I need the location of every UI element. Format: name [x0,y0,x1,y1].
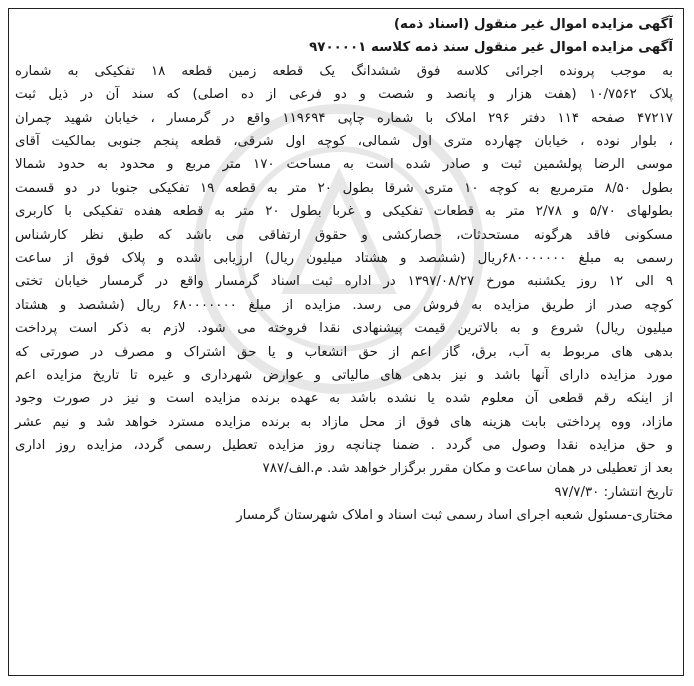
body-line: بدهی های مربوط به آب، برق، گاز اعم از حق انشعاب و یا حق اشتراک و مصرف در صورتی که [15,344,673,360]
body-line: بطول ۸/۵۰ مترمربع به کوچه ۱۰ متری شرقا بطول ۲۰ متر به قطعه ۱۹ تفکیکی جنوبا در دو قسمت [15,180,674,196]
notice-content [15,13,673,528]
body-line: مسکونی فاقد هرگونه مستحدثات، حصارکشی و حقوق ارتفاقی می باشد که طبق نظر کارشناس [15,227,673,243]
notice-frame [8,8,684,676]
notice-title-2: آگهی مزایده اموال غیر منقول سند ذمه کلاسه ۹۷۰۰۰۰۱ [309,40,673,56]
body-line: بعد از تعطیلی در همان ساعت و مکان مقرر برگزار خواهد شد. م.الف/۷۸۷ [262,461,673,477]
body-line: رسمی به مبلغ ۶۸۰۰۰۰۰۰۰ریال (ششصد و هشتاد میلیون ریال) ارزیابی شده و پلاک فوق از ساعت [15,250,673,266]
body-line: کوچه صدر از طریق مزایده به فروش می رسد. مزایده از مبلغ ۶۸۰۰۰۰۰۰۰ ریال (ششصد و هشتاد [15,297,673,313]
publish-date: تاریخ انتشار: ۹۷/۷/۳۰ [554,484,673,500]
body-line: ، بلوار نوده ، خیابان چهارده متری اول شمالی، کوچه اول شرقی، قطعه پنجم جنوبی بمالکیت آقای [15,133,673,149]
notice-title-1: آگهی مزایده اموال غیر منقول (اسناد ذمه) [393,17,673,32]
body-line: ۴۷۲۱۷ صفحه ۱۱۴ دفتر ۲۹۶ املاک با شماره چاپی ۱۱۹۶۹۴ واقع در گرمسار ، خیابان شهید چمران [15,110,673,126]
body-line: مازاد، ووه پرداختی بابت هزینه های فوق از محل مازاد به برنده مزایده مسترد خواهد شد و نیم عشر [15,414,673,430]
body-line: از اینکه رقم قطعی آن معلوم شده یا نشده باشد به عهده برنده مزایده است و نیز در صورت وجود [15,391,673,407]
body-line: و حق مزایده نقدا وصول می گردد . ضمنا چنانچه روز مزایده تعطیل رسمی گردد، مزایده روز اداری [15,438,673,454]
signature: مختاری-مسئول شعبه اجرای اساد رسمی ثبت اسناد و املاک شهرستان گرمسار [236,508,673,524]
notice-body [15,60,673,481]
body-line: میلیون ریال) شروع و به بالاترین قیمت پیشنهادی نقدا فروخته می شود. لازم به ذکر است پرداخت [15,321,673,337]
body-line: ۹ الی ۱۲ روز یکشنبه مورخ ۱۳۹۷/۰۸/۲۷ در اداره ثبت اسناد گرمسار واقع در گرمسار خیابان تختی [15,274,673,290]
body-line: پلاک ۱۰/۷۵۶۲ (هفت هزار و پانصد و شصت و دو فرعی از ده اصلی) که سند آن در ذیل ثبت [15,87,673,103]
body-line: بطولهای ۵/۷۰ و ۲/۷۸ متر به قطعات تفکیکی و غربا بطول ۲۰ متر به قطعه هفده تفکیکی با کاربری [15,204,674,220]
body-line: مورد مزایده دارای آنها باشد و نیز بدهی های مالیاتی و عوارض شهرداری و غیره تا تاریخ مزایده اعم [15,367,673,383]
body-line: به موجب پرونده اجرائی کلاسه فوق ششدانگ یک قطعه زمین قطعه ۱۸ تفکیکی به شماره [15,63,673,79]
body-line: موسی الرضا پولشمین ثبت و صادر شده است به مساحت ۱۷۰ متر مربع و محدود به حدود شمالا [15,157,674,173]
